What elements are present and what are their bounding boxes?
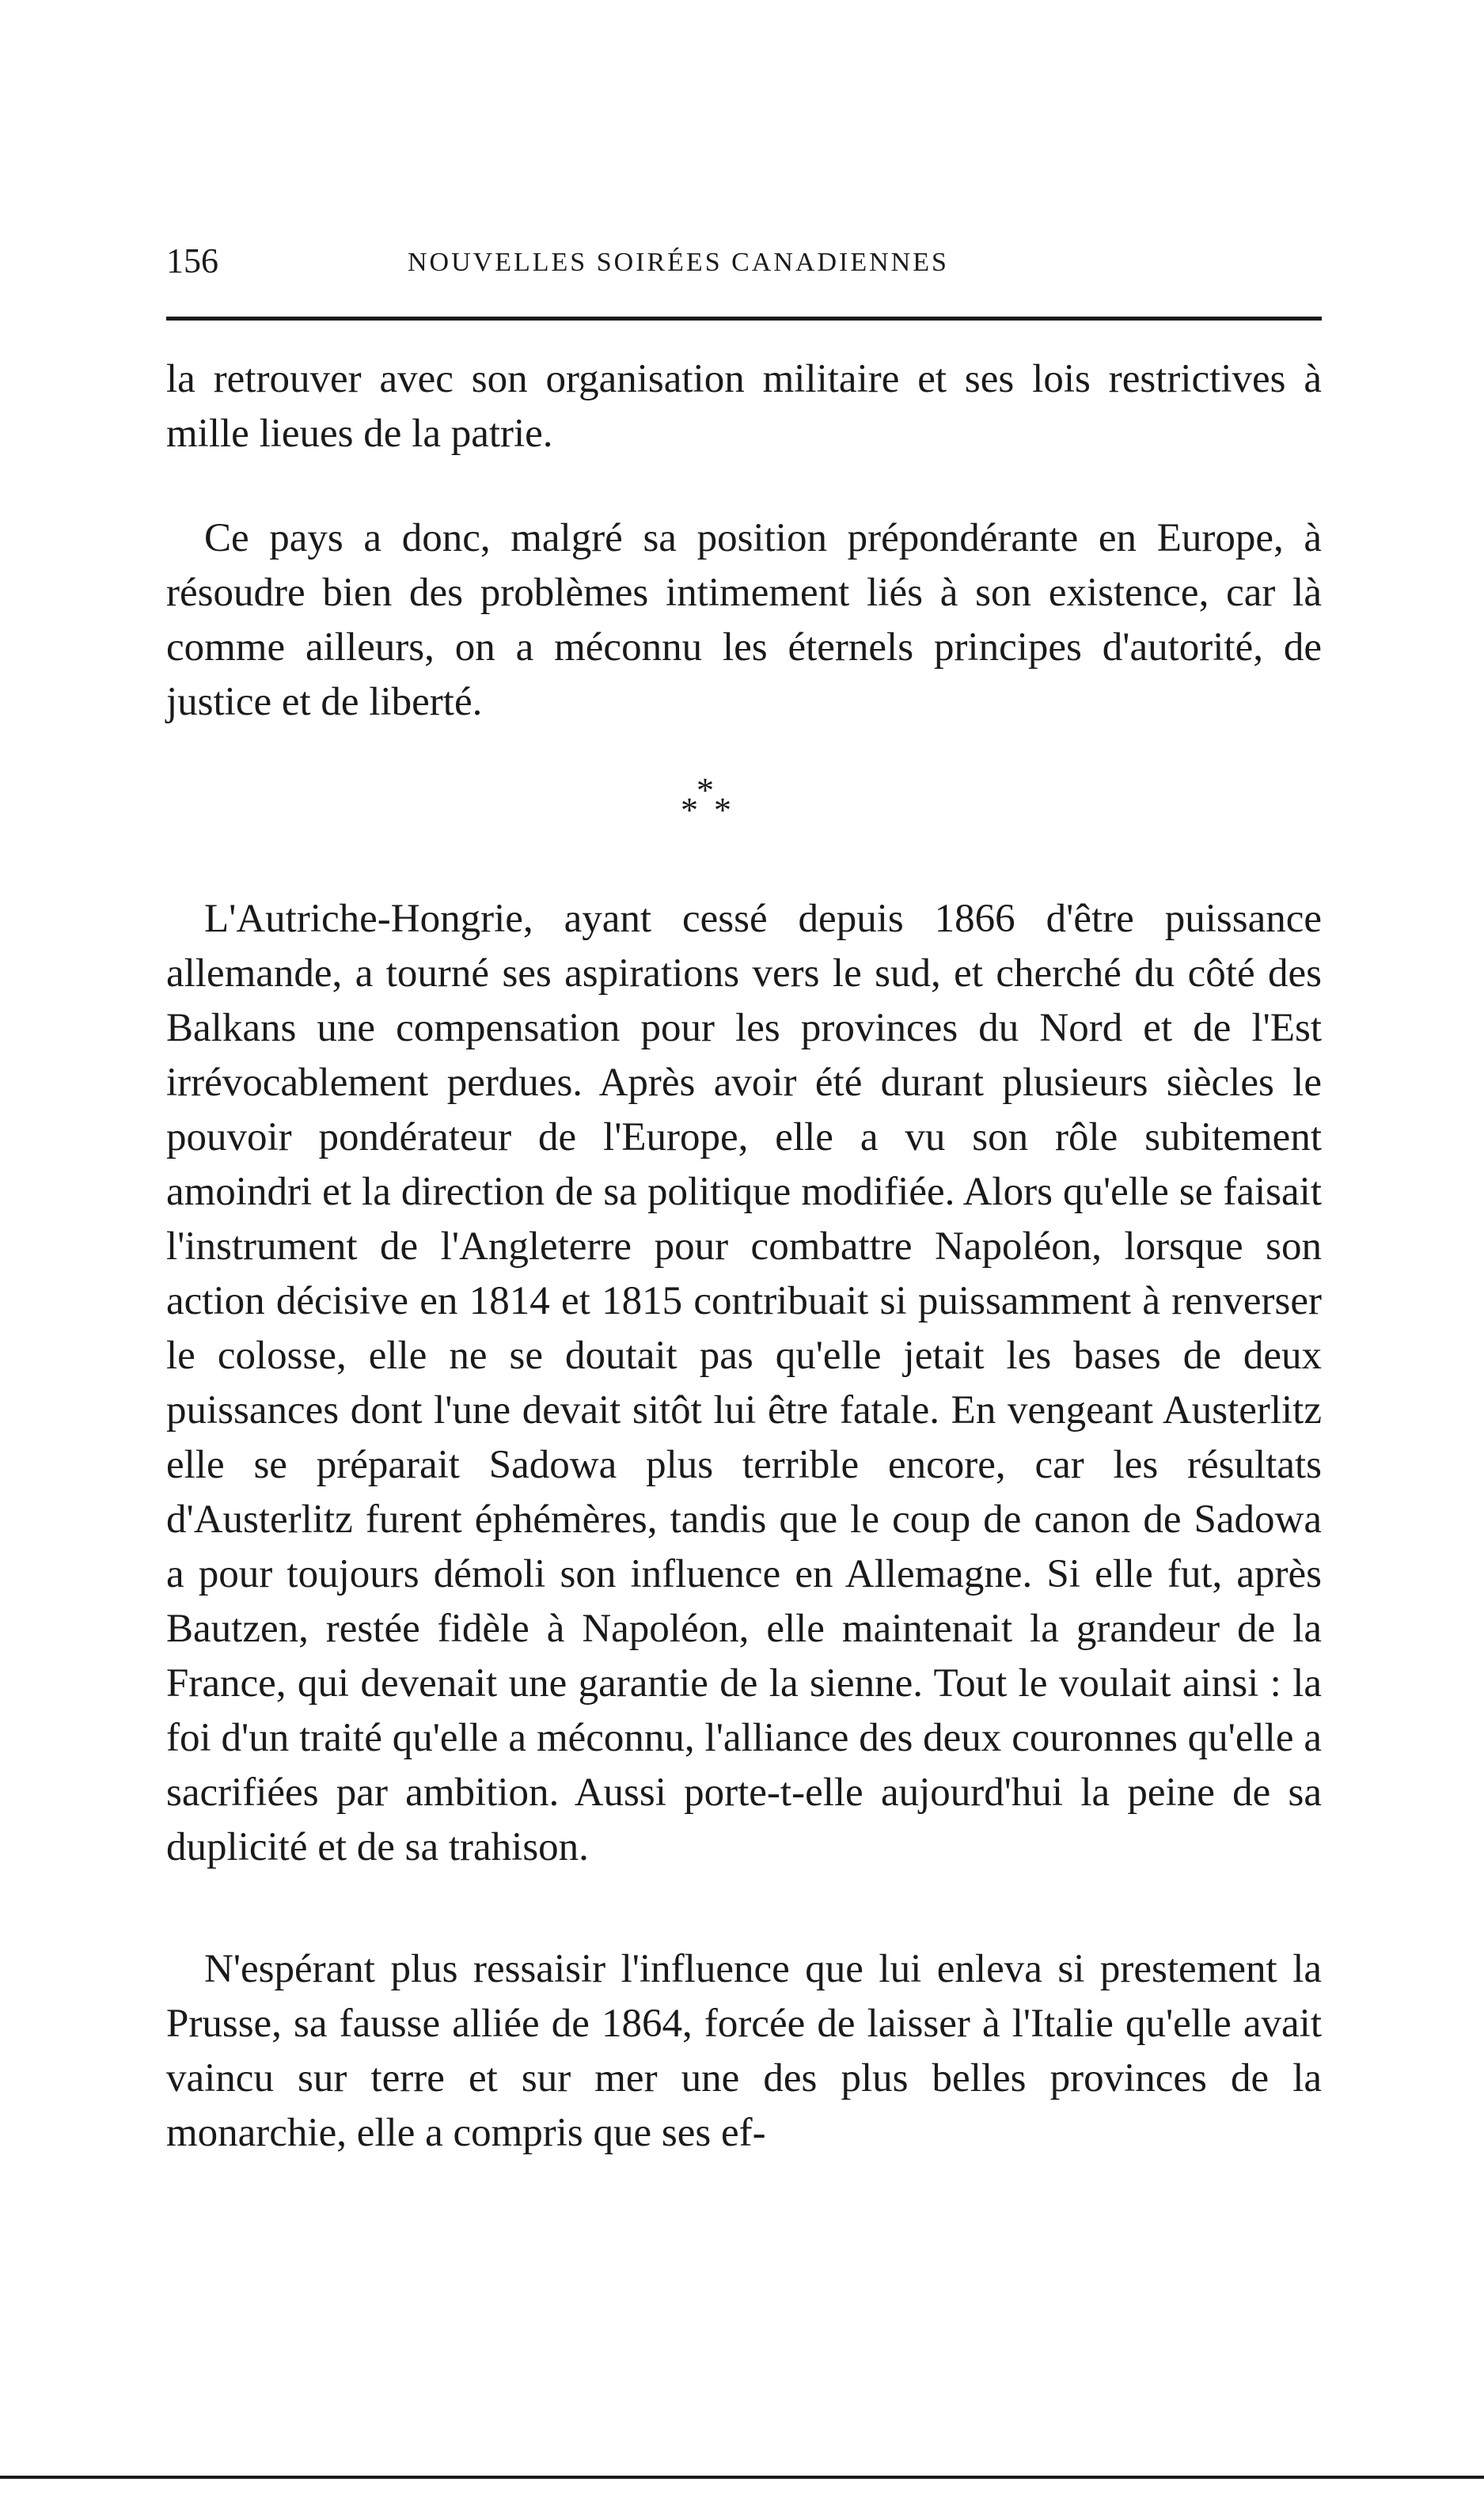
asterism-star-top: * — [696, 771, 714, 810]
asterism-separator — [166, 730, 1322, 892]
paragraph-2: Ce pays a donc, malgré sa position prépondérante en Europe, à résoudre bien des problèmes intimement liés à son existence, car là comme ailleurs, on a méconnu les éternels principes d'autorité, de justice et de liberté. — [166, 516, 1322, 724]
asterism-star-left: * — [681, 791, 698, 829]
header-rule — [166, 317, 1322, 321]
asterism-star-right: * — [714, 791, 731, 829]
body-text — [166, 352, 1322, 2161]
page-number: 156 — [166, 241, 218, 280]
paragraph-1: la retrouver avec son organisation militaire et ses lois restrictives à mille lieues de la patrie. — [166, 357, 1322, 456]
footer-rule — [0, 2476, 1484, 2479]
running-title: NOUVELLES SOIRÉES CANADIENNES — [408, 248, 949, 277]
paragraph-4: N'espérant plus ressaisir l'influence que lui enleva si prestement la Prusse, sa fausse alliée de 1864, forcée de laisser à l'Italie qu'elle avait vaincu sur terre et sur mer une des plus belles provinces de la monarchie, elle a compris que ses ef- — [166, 1947, 1322, 2155]
running-head — [166, 237, 1322, 285]
paragraph-3: L'Autriche-Hongrie, ayant cessé depuis 1866 d'être puissance allemande, a tourné ses aspirations vers le sud, et cherché du côté des Balkans une compensation pour les provinces du Nord et de l'Est irrévocablement perdues. Après avoir été durant plusieurs siècles le pouvoir pondérateur de l'Europe, elle a vu son rôle subitement amoindri et la direction de sa politique modifiée. Alors qu'elle se faisait l'instrument de l'Angleterre pour combattre Napoléon, lorsque son action décisive en 1814 et 1815 contribuait si puissamment à renverser le colosse, elle ne se doutait pas qu'elle jetait les bases de deux puissances dont l'une devait sitôt lui être fatale. En vengeant Austerlitz elle se préparait Sadowa plus terrible encore, car les résultats d'Austerlitz furent éphémères, tandis que le coup de canon de Sadowa a pour toujours démoli son influence en Allemagne. Si elle fut, après Bautzen, restée fidèle à Napoléon, elle maintenait la grandeur de la France, qui devenait une garantie de la sienne. Tout le voulait ainsi : la foi d'un traité qu'elle a méconnu, l'alliance des deux couronnes qu'elle a sacrifiées par ambition. Aussi porte-t-elle aujourd'hui la peine de sa duplicité et de sa trahison. — [166, 897, 1322, 1869]
